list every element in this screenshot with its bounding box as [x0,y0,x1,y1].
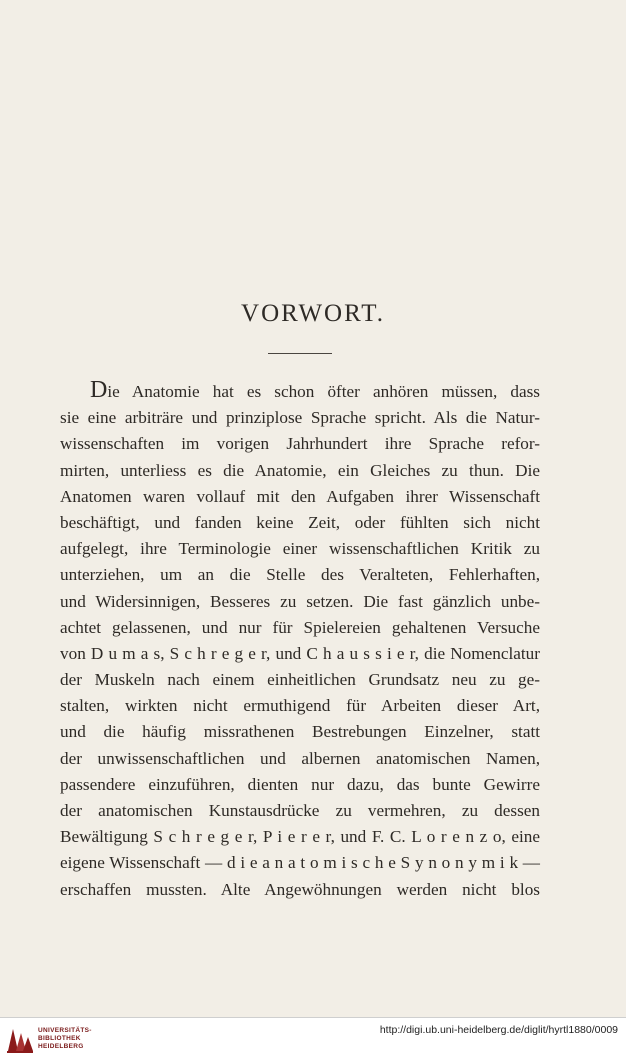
text-line: eigene Wissenschaft — d i e a n a t o m i s c h e S y n o n y m i k — [60,853,540,873]
text-line: aufgelegt, ihre Terminologie einer wissenschaftlichen Kritik zu [60,539,540,559]
body-text [60,379,540,903]
footer-bar [0,1017,626,1062]
text-line: der anatomischen Kunstausdrücke zu vermehren, zu dessen [60,801,540,820]
text-line [60,379,540,405]
text-line: passendere einzuführen, dienten nur dazu, das bunte Gewirre [60,774,540,794]
text-line-rest: ie Anatomie hat es schon öfter anhören müssen, dass [107,382,540,401]
text-line: der Muskeln nach einem einheitlichen Grundsatz neu zu ge- [60,670,540,690]
text-line: und die häufig missrathenen Bestrebungen Einzelner, statt [60,722,540,742]
text-line: der unwissenschaftlichen und albernen anatomischen Namen, [60,748,540,768]
page-title: VORWORT. [241,300,385,327]
text-line: Bewältigung S c h r e g e r, P i e r e r, und F. C. L o r e n z o, eine [60,827,540,847]
library-name-line: UNIVERSITÄTS- [38,1027,92,1034]
source-url[interactable]: http://digi.ub.uni-heidelberg.de/diglit/hyrtl1880/0009 [379,1024,618,1036]
text-line: achtet gelassenen, und nur für Spielereien gehaltenen Versuche [60,617,540,637]
title-rule [268,353,332,354]
text-line: beschäftigt, und fanden keine Zeit, oder fühlten sich nicht [60,512,540,532]
text-line: und Widersinnigen, Besseres zu setzen. Die fast gänzlich unbe- [60,591,540,611]
text-line: von D u m a s, S c h r e g e r, und C h a u s s i e r, die Nomenclatur [60,643,540,663]
library-name-line: BIBLIOTHEK [38,1035,81,1042]
heidelberg-library-logo-icon[interactable] [6,1025,34,1055]
text-line: unterziehen, um an die Stelle des Veralteten, Fehlerhaften, [60,565,540,585]
library-name [38,1027,92,1051]
text-line: wissenschaften im vorigen Jahrhundert ihre Sprache refor- [60,434,540,454]
text-line: mirten, unterliess es die Anatomie, ein Gleiches zu thun. Die [60,460,540,480]
text-line: erschaffen mussten. Alte Angewöhnungen werden nicht blos [60,879,540,899]
library-name-line: HEIDELBERG [38,1043,84,1050]
text-line: sie eine arbiträre und prinziplose Sprache spricht. Als die Natur- [60,408,540,428]
text-line: Anatomen waren vollauf mit den Aufgaben ihrer Wissenschaft [60,486,540,506]
drop-cap: D [90,377,108,403]
text-line: stalten, wirkten nicht ermuthigend für Arbeiten dieser Art, [60,696,540,716]
